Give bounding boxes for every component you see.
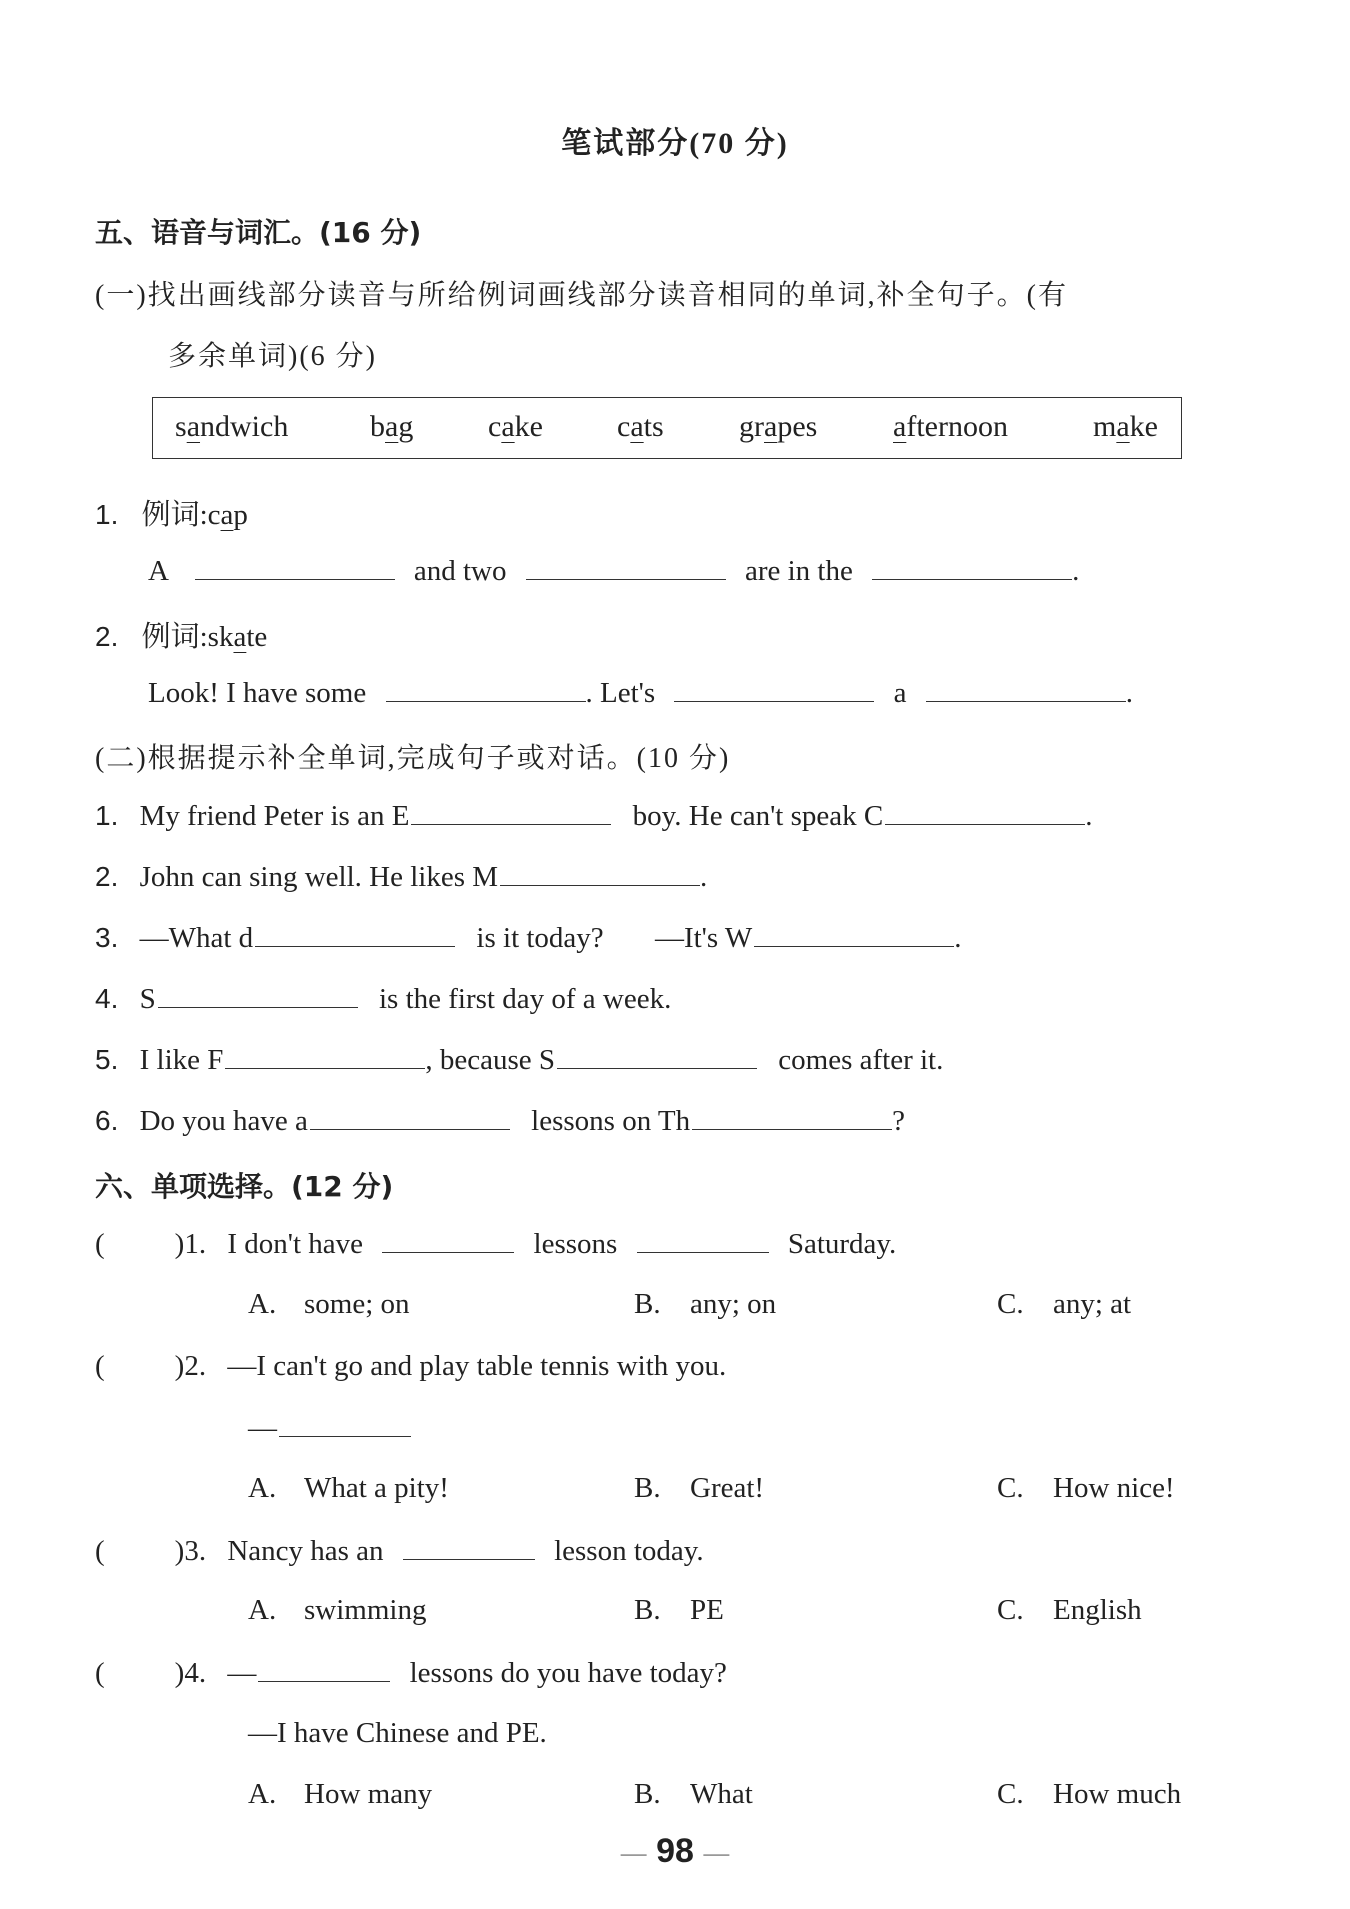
answer-bracket[interactable] — [105, 1534, 175, 1560]
answer-blank[interactable] — [885, 798, 1085, 825]
question-2-sentence: Look! I have some . Let's a . — [148, 677, 1134, 709]
question-1-sentence: A and two are in the . — [148, 555, 1080, 587]
answer-blank[interactable] — [255, 920, 455, 947]
word-bank-item: bag — [370, 410, 414, 443]
answer-blank[interactable] — [411, 798, 611, 825]
option-a[interactable]: A. swimming — [248, 1594, 427, 1626]
answer-bracket[interactable] — [105, 1656, 175, 1682]
choice-question-3: ( )3. Nancy has an lesson today. — [95, 1535, 704, 1567]
option-b[interactable]: B. any; on — [634, 1288, 777, 1320]
part-two-instruction: (二)根据提示补全单词,完成句子或对话。(10 分) — [95, 743, 731, 774]
question-1-example: 1. 例词:cap — [95, 499, 248, 531]
choice-question-2-reply: — — [248, 1410, 411, 1445]
page-title: 笔试部分(70 分) — [561, 127, 789, 160]
word-bank-box — [152, 397, 1182, 459]
part-one-instruction-line1: (一)找出画线部分读音与所给例词画线部分读音相同的单词,补全句子。(有 — [95, 280, 1068, 311]
option-c[interactable]: C. English — [997, 1594, 1142, 1626]
answer-blank[interactable] — [674, 675, 874, 702]
option-a[interactable]: A. How many — [248, 1778, 433, 1810]
option-c[interactable]: C. How much — [997, 1778, 1182, 1810]
answer-blank — [382, 1226, 514, 1253]
answer-blank[interactable] — [500, 859, 700, 886]
answer-blank[interactable] — [557, 1042, 757, 1069]
section-five-heading: 五、语音与词汇。(16 分) — [95, 216, 422, 249]
word-bank-item: afternoon — [893, 410, 1008, 443]
answer-bracket[interactable] — [105, 1227, 175, 1253]
choice-question-2: ( )2. —I can't go and play table tennis with you. — [95, 1350, 727, 1382]
option-a[interactable]: A. some; on — [248, 1288, 410, 1320]
word-bank-item: make — [1093, 410, 1158, 443]
section-six-heading: 六、单项选择。(12 分) — [95, 1170, 394, 1203]
answer-bracket[interactable] — [105, 1349, 175, 1375]
option-b[interactable]: B. Great! — [634, 1472, 765, 1504]
answer-blank[interactable] — [386, 675, 586, 702]
answer-blank[interactable] — [692, 1103, 892, 1130]
fill-item-5: 5. I like F , because S comes after it. — [95, 1044, 944, 1076]
answer-blank[interactable] — [872, 553, 1072, 580]
answer-blank — [258, 1655, 390, 1682]
answer-blank — [403, 1533, 535, 1560]
word-bank-item: cake — [488, 410, 543, 443]
answer-blank — [637, 1226, 769, 1253]
answer-blank[interactable] — [926, 675, 1126, 702]
question-2-example: 2. 例词:skate — [95, 621, 268, 653]
fill-item-4: 4. S is the first day of a week. — [95, 983, 672, 1015]
fill-item-1: 1. My friend Peter is an E boy. He can't speak C . — [95, 800, 1093, 832]
part-one-instruction-line2: 多余单词)(6 分) — [168, 341, 377, 372]
choice-question-4: ( )4. — lessons do you have today? — [95, 1657, 727, 1689]
option-c[interactable]: C. any; at — [997, 1288, 1132, 1320]
choice-question-1: ( )1. I don't have lessons Saturday. — [95, 1228, 897, 1260]
answer-blank[interactable] — [526, 553, 726, 580]
answer-blank — [279, 1410, 411, 1437]
answer-blank[interactable] — [225, 1042, 425, 1069]
fill-item-3: 3. —What d is it today? —It's W . — [95, 922, 962, 954]
word-bank-item: sandwich — [175, 410, 289, 443]
answer-blank[interactable] — [158, 981, 358, 1008]
choice-question-4-reply: —I have Chinese and PE. — [248, 1717, 547, 1749]
page-number: — 98 — — [620, 1832, 730, 1870]
option-a[interactable]: A. What a pity! — [248, 1472, 449, 1504]
fill-item-6: 6. Do you have a lessons on Th ? — [95, 1105, 906, 1137]
answer-blank[interactable] — [195, 553, 395, 580]
word-bank-item: grapes — [739, 410, 818, 443]
answer-blank[interactable] — [754, 920, 954, 947]
fill-item-2: 2. John can sing well. He likes M . — [95, 861, 708, 893]
answer-blank[interactable] — [310, 1103, 510, 1130]
option-c[interactable]: C. How nice! — [997, 1472, 1175, 1504]
option-b[interactable]: B. PE — [634, 1594, 724, 1626]
word-bank-item: cats — [617, 410, 664, 443]
option-b[interactable]: B. What — [634, 1778, 753, 1810]
